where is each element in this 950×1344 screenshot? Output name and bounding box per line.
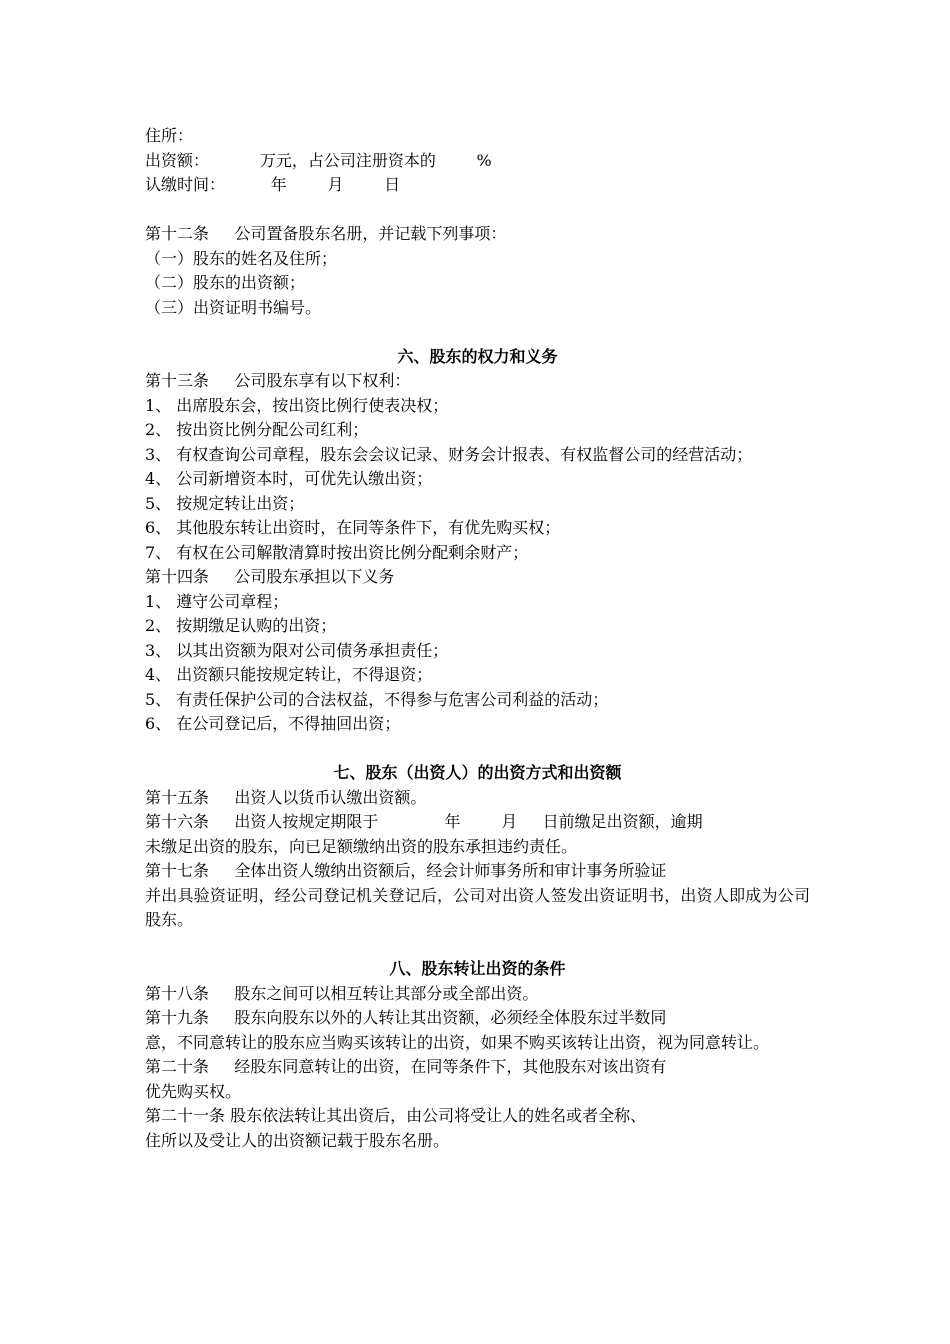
- article-21-line-2: 住所以及受让人的出资额记载于股东名册。: [145, 1130, 450, 1150]
- section-8-heading: 八、股东转让出资的条件: [389, 959, 566, 978]
- list-item: 1、 出席股东会，按出资比例行使表决权；: [145, 395, 449, 415]
- article-16-line-2: 未缴足出资的股东，向已足额缴纳出资的股东承担违约责任。: [145, 836, 578, 856]
- article-19-line-1: 第十九条 股东向股东以外的人转让其出资额，必须经全体股东过半数同: [145, 1008, 667, 1027]
- article-17-line-2: 并出具验资证明，经公司登记机关登记后，公司对出资人签发出资证明书，出资人即成为公司股东。: [145, 885, 810, 929]
- article-17-line-1: 第十七条 全体出资人缴纳出资额后，经会计师事务所和审计事务所验证: [145, 861, 667, 880]
- list-item: 6、 其他股东转让出资时，在同等条件下，有优先购买权；: [145, 518, 561, 537]
- list-item: 7、 有权在公司解散清算时按出资比例分配剩余财产；: [145, 542, 529, 562]
- article-14-title: 第十四条 公司股东承担以下义务: [145, 567, 395, 586]
- article-13-title: 第十三条 公司股东享有以下权利：: [145, 371, 411, 390]
- shareholder-address: 住所：: [145, 126, 194, 145]
- article-15: 第十五条 出资人以货币认缴出资额。: [145, 787, 427, 807]
- document-body: [145, 124, 810, 1153]
- list-item: （一）股东的姓名及住所；: [145, 248, 338, 268]
- shareholder-capital: 出资额： 万元，占公司注册资本的 %: [145, 150, 492, 170]
- section-7-heading: 七、股东（出资人）的出资方式和出资额: [333, 763, 622, 782]
- list-item: 2、 按出资比例分配公司红利；: [145, 420, 369, 439]
- article-18: 第十八条 股东之间可以相互转让其部分或全部出资。: [145, 983, 539, 1003]
- list-item: 3、 有权查询公司章程，股东会会议记录、财务会计报表、有权监督公司的经营活动；: [145, 444, 753, 464]
- section-6-heading: 六、股东的权力和义务: [397, 346, 558, 366]
- list-item: （二）股东的出资额；: [145, 273, 306, 292]
- article-20-line-1: 第二十条 经股东同意转让的出资，在同等条件下，其他股东对该出资有: [145, 1057, 667, 1076]
- shareholder-subscribe-time: 认缴时间： 年 月 日: [145, 175, 401, 194]
- spacer: [145, 933, 810, 958]
- article-20-line-2: 优先购买权。: [145, 1081, 242, 1101]
- list-item: 5、 有责任保护公司的合法权益，不得参与危害公司利益的活动；: [145, 689, 609, 709]
- spacer: [145, 737, 810, 762]
- list-item: 4、 出资额只能按规定转让，不得退资；: [145, 665, 433, 684]
- article-16-line-1: 第十六条 出资人按规定期限于 年 月 日前缴足出资额，逾期: [145, 812, 703, 831]
- article-21-line-1: 第二十一条 股东依法转让其出资后，由公司将受让人的姓名或者全称、: [145, 1106, 647, 1125]
- list-item: 2、 按期缴足认购的出资；: [145, 616, 337, 635]
- spacer: [145, 198, 810, 223]
- article-12-title: 第十二条 公司置备股东名册，并记载下列事项：: [145, 224, 507, 243]
- list-item: （三）出资证明书编号。: [145, 297, 322, 317]
- list-item: 5、 按规定转让出资；: [145, 493, 305, 513]
- list-item: 6、 在公司登记后，不得抽回出资；: [145, 714, 401, 733]
- list-item: 1、 遵守公司章程；: [145, 591, 289, 611]
- article-19-line-2: 意，不同意转让的股东应当购买该转让的出资，如果不购买该转让出资，视为同意转让。: [145, 1032, 770, 1052]
- list-item: 3、 以其出资额为限对公司债务承担责任；: [145, 640, 449, 660]
- spacer: [145, 320, 810, 345]
- list-item: 4、 公司新增资本时，可优先认缴出资；: [145, 469, 433, 488]
